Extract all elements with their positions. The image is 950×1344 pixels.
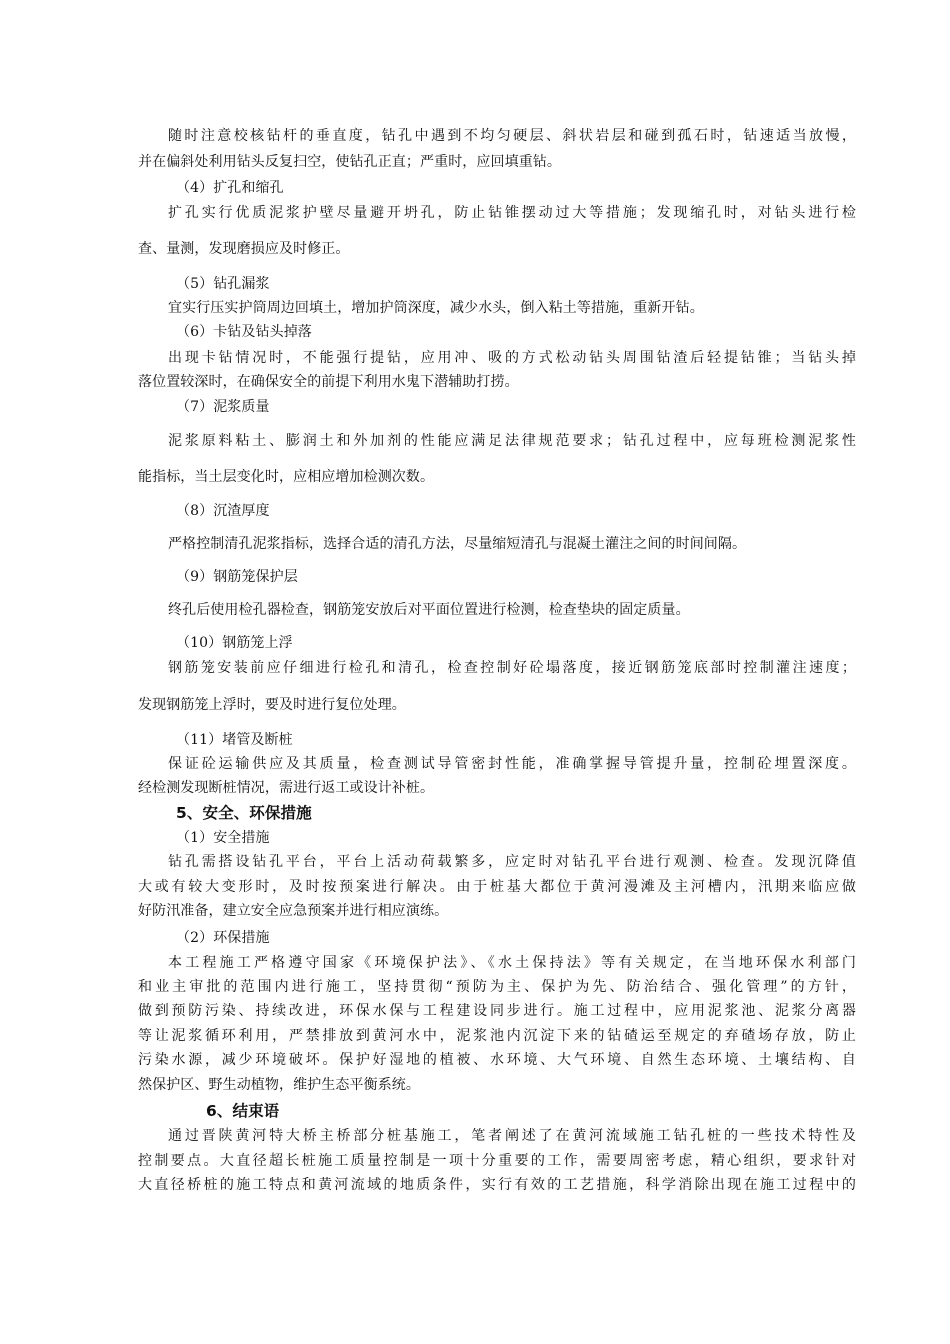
paragraph-line: 本工程施工严格遵守国家《环境保护法》、《水土保持法》等有关规定，在当地环保水利部门 [168, 955, 856, 971]
paragraph-line: 并在偏斜处利用钻头反复扫空，使钻孔正直；严重时，应回填重钻。 [138, 154, 561, 170]
subheading: （1）安全措施 [176, 830, 270, 846]
paragraph-line: 钻孔需搭设钻孔平台，平台上活动荷载繁多，应定时对钻孔平台进行观测、检查。发现沉降值 [168, 854, 856, 870]
paragraph-line: 能指标，当土层变化时，应相应增加检测次数。 [138, 469, 435, 485]
section-heading: 6、结束语 [206, 1102, 280, 1120]
subheading: （4）扩孔和缩孔 [176, 180, 284, 196]
paragraph-line: 好防汛准备，建立安全应急预案并进行相应演练。 [138, 903, 449, 919]
paragraph-line: 宜实行压实护筒周边回填土，增加护筒深度，减少水头，倒入粘土等措施，重新开钻。 [168, 300, 704, 316]
paragraph-line: 随时注意校核钻杆的垂直度，钻孔中遇到不均匀硬层、斜状岩层和碰到孤石时，钻速适当放慢， [168, 128, 856, 144]
paragraph-line: 查、量测，发现磨损应及时修正。 [138, 241, 350, 257]
paragraph-line: 做到预防污染、持续改进，环保水保与工程建设同步进行。施工过程中，应用泥浆池、泥浆分离器 [138, 1003, 856, 1019]
paragraph-line: 出现卡钻情况时，不能强行提钻，应用冲、吸的方式松动钻头周围钻渣后轻提钻锥；当钻头掉 [168, 350, 856, 366]
paragraph-line: 和业主审批的范围内进行施工，坚持贯彻“预防为主、保护为先、防治结合、强化管理”的方针， [138, 979, 856, 995]
paragraph-line: 终孔后使用检孔器检查，钢筋笼安放后对平面位置进行检测，检查垫块的固定质量。 [168, 602, 690, 618]
subheading: （2）环保措施 [176, 930, 270, 946]
paragraph-line: 钢筋笼安装前应仔细进行检孔和清孔，检查控制好砼塌落度，接近钢筋笼底部时控制灌注速度； [168, 660, 856, 676]
paragraph-line: 保证砼运输供应及其质量，检查测试导管密封性能，准确掌握导管提升量，控制砼埋置深度。 [168, 756, 856, 772]
paragraph-line: 然保护区、野生动植物，维护生态平衡系统。 [138, 1077, 420, 1093]
paragraph-line: 大直径桥桩的施工特点和黄河流域的地质条件，实行有效的工艺措施，科学消除出现在施工过程中的 [138, 1177, 856, 1193]
paragraph-line: 等让泥浆循环利用，严禁排放到黄河水中，泥浆池内沉淀下来的钻碴运至规定的弃碴场存放，防止 [138, 1028, 856, 1044]
section-heading: 5、安全、环保措施 [176, 804, 312, 822]
subheading: （6）卡钻及钻头掉落 [176, 324, 312, 340]
subheading: （7）泥浆质量 [176, 399, 270, 415]
paragraph-line: 落位置较深时，在确保安全的前提下利用水鬼下潜辅助打捞。 [138, 374, 519, 390]
subheading: （9）钢筋笼保护层 [176, 569, 298, 585]
paragraph-line: 扩孔实行优质泥浆护壁尽量避开坍孔，防止钻锥摆动过大等措施；发现缩孔时，对钻头进行检 [168, 205, 856, 221]
paragraph-line: 大或有较大变形时，及时按预案进行解决。由于桩基大都位于黄河漫滩及主河槽内，汛期来临应做 [138, 879, 856, 895]
paragraph-line: 经检测发现断桩情况，需进行返工或设计补桩。 [138, 780, 435, 796]
subheading: （10）钢筋笼上浮 [176, 635, 293, 651]
paragraph-line: 发现钢筋笼上浮时，要及时进行复位处理。 [138, 697, 406, 713]
paragraph-line: 严格控制清孔泥浆指标，选择合适的清孔方法，尽量缩短清孔与混凝土灌注之间的时间间隔。 [168, 536, 747, 552]
subheading: （5）钻孔漏浆 [176, 276, 270, 292]
subheading: （11）堵管及断桩 [176, 732, 293, 748]
paragraph-line: 污染水源，减少环境破坏。保护好湿地的植被、水环境、大气环境、自然生态环境、土壤结构、自 [138, 1052, 856, 1068]
subheading: （8）沉渣厚度 [176, 503, 270, 519]
paragraph-line: 通过晋陕黄河特大桥主桥部分桩基施工，笔者阐述了在黄河流域施工钻孔桩的一些技术特性及 [168, 1128, 856, 1144]
paragraph-line: 泥浆原料粘土、膨润土和外加剂的性能应满足法律规范要求；钻孔过程中，应每班检测泥浆性 [168, 433, 856, 449]
paragraph-line: 控制要点。大直径超长桩施工质量控制是一项十分重要的工作，需要周密考虑，精心组织，要求针对 [138, 1153, 856, 1169]
